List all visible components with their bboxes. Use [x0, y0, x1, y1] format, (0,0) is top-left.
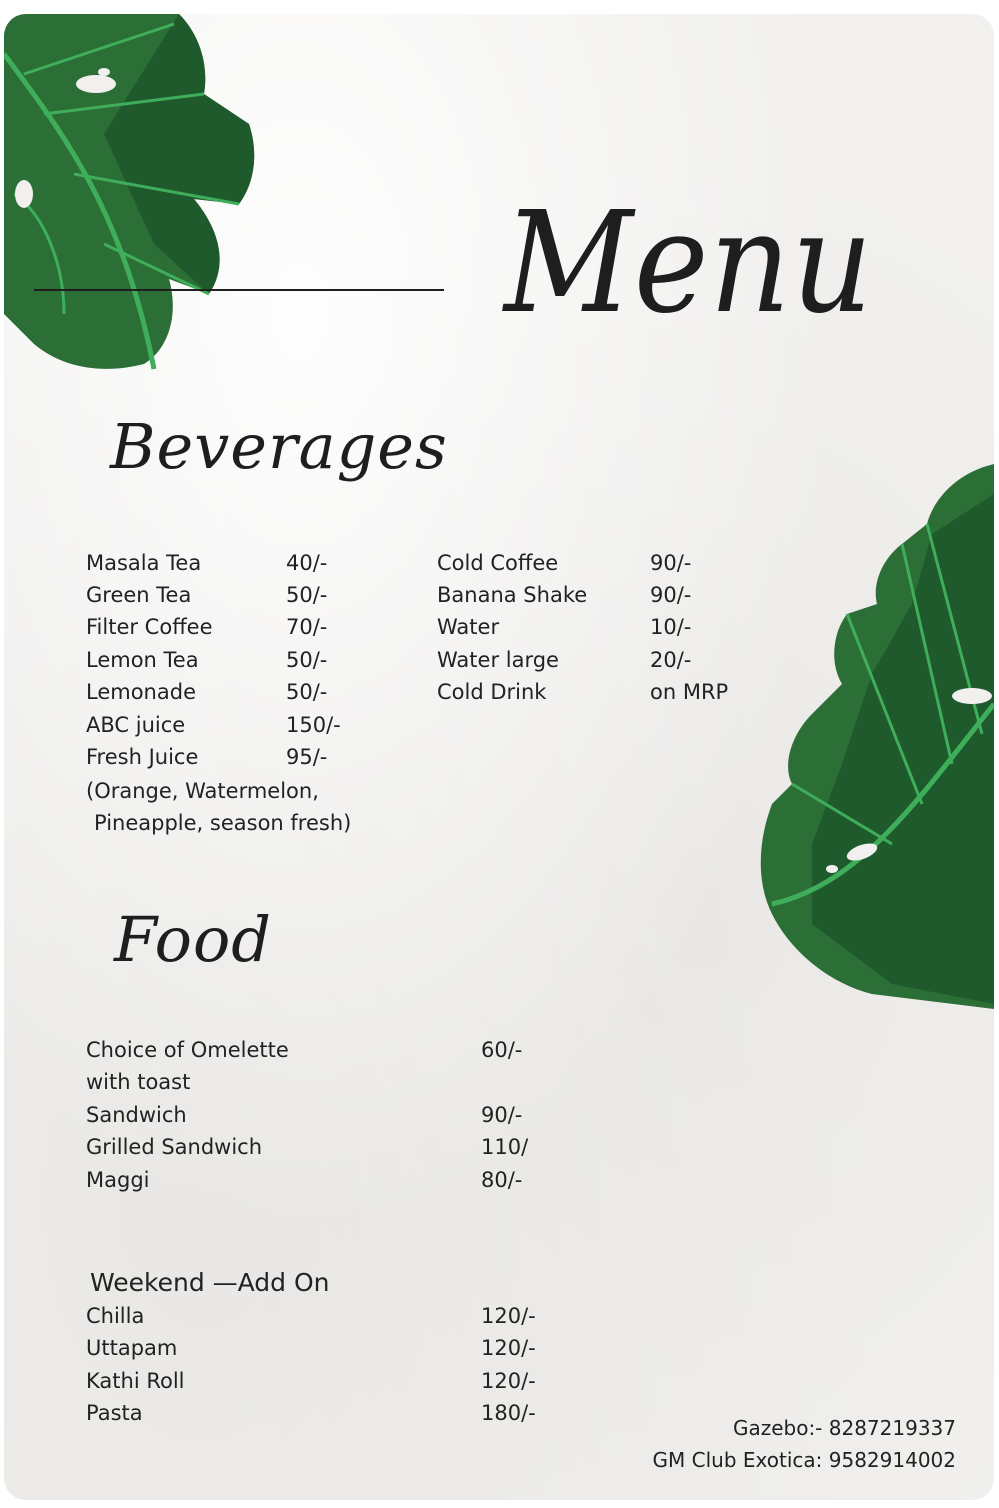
item-price: 50/- [286, 583, 328, 607]
item-price: 90/- [650, 551, 692, 575]
item-name: Chilla [86, 1304, 145, 1328]
item-name: Masala Tea [86, 551, 202, 575]
contact-gazebo: Gazebo:- 8287219337 [732, 1416, 956, 1440]
item-name: Lemon Tea [86, 648, 199, 672]
item-price: 10/- [650, 615, 692, 639]
item-name: Water large [437, 648, 559, 672]
item-name: ABC juice [86, 713, 186, 737]
item-price: 70/- [286, 615, 328, 639]
item-price: 150/- [286, 713, 341, 737]
menu-title: Menu [504, 182, 874, 345]
item-price: 90/- [650, 583, 692, 607]
item-name: Water [437, 615, 500, 639]
item-name: Fresh Juice [86, 745, 199, 769]
item-price: 20/- [650, 648, 692, 672]
item-price: 40/- [286, 551, 328, 575]
monstera-leaf-top-left-icon [4, 14, 264, 374]
item-price: 120/- [481, 1336, 536, 1360]
item-name: Uttapam [86, 1336, 178, 1360]
item-price: 95/- [286, 745, 328, 769]
contact-gm-club: GM Club Exotica: 9582914002 [652, 1448, 956, 1472]
juice-note: (Orange, Watermelon, [86, 779, 319, 803]
item-price: on MRP [650, 680, 729, 704]
item-name: with toast [86, 1070, 191, 1094]
item-price: 50/- [286, 648, 328, 672]
item-price: 110/ [481, 1135, 529, 1159]
beverages-heading: Beverages [110, 410, 448, 483]
item-price: 90/- [481, 1103, 523, 1127]
item-name: Maggi [86, 1168, 150, 1192]
monstera-leaf-right-icon [752, 464, 994, 1024]
item-price: 60/- [481, 1038, 523, 1062]
item-name: Banana Shake [437, 583, 588, 607]
item-name: Grilled Sandwich [86, 1135, 263, 1159]
item-price: 120/- [481, 1369, 536, 1393]
menu-card [4, 14, 994, 1500]
item-price: 180/- [481, 1401, 536, 1425]
item-name: Cold Coffee [437, 551, 559, 575]
item-name: Filter Coffee [86, 615, 213, 639]
item-price: 120/- [481, 1304, 536, 1328]
juice-note: Pineapple, season fresh) [94, 811, 352, 835]
item-price: 80/- [481, 1168, 523, 1192]
item-name: Kathi Roll [86, 1369, 185, 1393]
food-heading: Food [114, 903, 272, 976]
item-name: Lemonade [86, 680, 196, 704]
title-underline [34, 289, 444, 291]
item-name: Cold Drink [437, 680, 547, 704]
item-name: Choice of Omelette [86, 1038, 289, 1062]
item-price: 50/- [286, 680, 328, 704]
weekend-heading: Weekend —Add On [90, 1268, 330, 1297]
item-name: Sandwich [86, 1103, 187, 1127]
item-name: Pasta [86, 1401, 143, 1425]
item-name: Green Tea [86, 583, 192, 607]
